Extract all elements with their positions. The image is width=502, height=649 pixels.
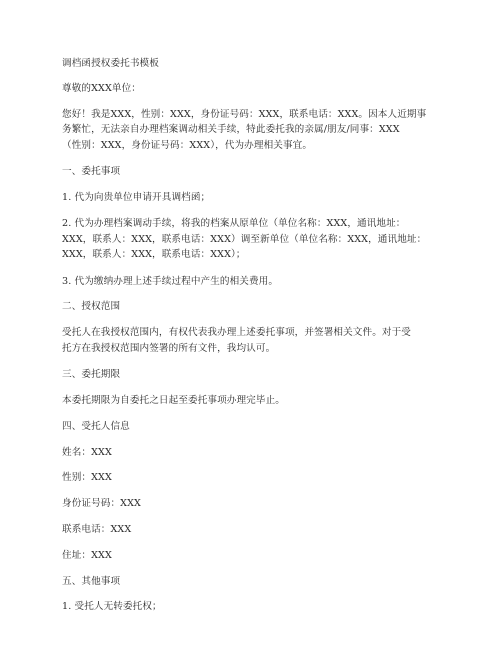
- list-item-line: 2. 代为办理档案调动手续，将我的档案从原单位（单位名称：XXX，通讯地址：: [62, 217, 406, 229]
- section-heading-text: 二、授权范围: [62, 301, 121, 313]
- trustee-address: [62, 548, 450, 563]
- list-item-text: 1. 代为向贵单位申请开具调档函；: [62, 192, 211, 204]
- paragraph-line: 本委托期限为自委托之日起至委托事项办理完毕止。: [62, 394, 285, 406]
- section-heading-2: [62, 299, 450, 314]
- section2-paragraph: [62, 325, 450, 356]
- intro-line: （性别：XXX，身份证号码：XXX），代为办理相关事宜。: [62, 139, 313, 151]
- section-heading-text: 三、委托期限: [62, 369, 121, 381]
- section-heading-text: 五、其他事项: [62, 575, 121, 587]
- field-text: 联系电话：XXX: [62, 523, 132, 535]
- section-heading-1: [62, 164, 450, 179]
- list-item-text: 3. 代为缴纳办理上述手续过程中产生的相关费用。: [62, 275, 279, 287]
- intro-line: 务繁忙，无法亲自办理档案调动相关手续，特此委托我的亲属/朋友/同事：XXX: [62, 124, 400, 136]
- section-heading-3: [62, 367, 450, 382]
- list-item-line: XXX，联系人：XXX，联系电话：XXX）调至新单位（单位名称：XXX，通讯地址：: [62, 233, 427, 245]
- trustee-id-number: [62, 496, 450, 511]
- section-heading-5: [62, 574, 450, 589]
- section1-item-2: [62, 216, 450, 263]
- section1-item-3: [62, 274, 450, 289]
- trustee-name: [62, 445, 450, 460]
- section-heading-text: 四、受托人信息: [62, 420, 130, 432]
- field-text: 姓名：XXX: [62, 446, 112, 458]
- trustee-phone: [62, 522, 450, 537]
- trustee-gender: [62, 470, 450, 485]
- field-text: 身份证号码：XXX: [62, 498, 141, 510]
- salutation-text: 尊敬的XXX单位：: [62, 83, 141, 94]
- section3-paragraph: [62, 393, 450, 408]
- document-title: [62, 56, 450, 71]
- intro-line: 您好！我是XXX，性别：XXX，身份证号码：XXX，联系电话：XXX。因本人近期事: [62, 108, 427, 120]
- list-item-text: 1. 受托人无转委托权；: [62, 601, 162, 613]
- paragraph-line: 受托人在我授权范围内，有权代表我办理上述委托事项，并签署相关文件。对于受: [62, 327, 411, 339]
- salutation: [62, 81, 450, 96]
- section1-item-1: [62, 190, 450, 205]
- field-text: 性别：XXX: [62, 472, 112, 484]
- list-item-line: XXX，联系人：XXX，联系电话：XXX）；: [62, 249, 246, 261]
- intro-paragraph: [62, 107, 450, 154]
- document-page: [62, 56, 450, 625]
- field-text: 住址：XXX: [62, 549, 112, 561]
- section-heading-4: [62, 419, 450, 434]
- section-heading-text: 一、委托事项: [62, 166, 121, 178]
- section5-item-1: [62, 599, 450, 614]
- paragraph-line: 托方在我授权范围内签署的所有文件，我均认可。: [62, 342, 276, 354]
- title-text: 调档函授权委托书模板: [62, 58, 159, 69]
